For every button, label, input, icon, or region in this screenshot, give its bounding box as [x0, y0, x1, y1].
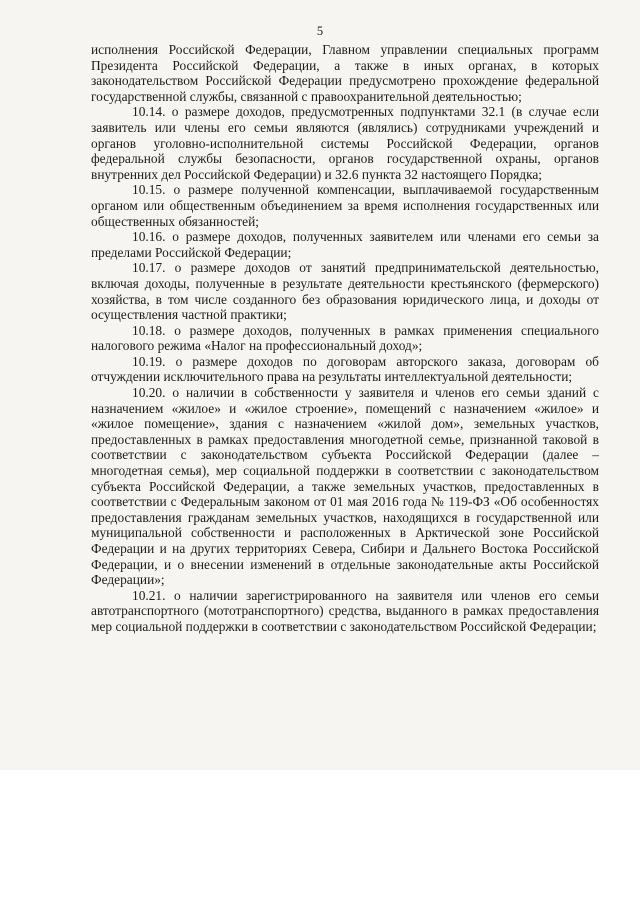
page-bottom-margin — [0, 770, 640, 905]
paragraph-10-14: 10.14. о размере доходов, предусмотренных подпунктами 32.1 (в случае если заявитель или члены его семьи являются (являлись) сотрудниками учреждений и органов уголовно-исполнительной системы Российской Федерации, органов федеральной службы безопасности, органов государственной охраны, органов внутренних дел Российской Федерации) и 32.6 пункта 32 настоящего Порядка; — [91, 104, 599, 182]
paragraph-10-21: 10.21. о наличии зарегистрированного на заявителя или членов его семьи автотранспортного (мототранспортного) средства, выданного в рамках предоставления мер социальной поддержки в соответствии с законодательством Российской Федерации; — [91, 587, 599, 634]
paragraph-10-18: 10.18. о размере доходов, полученных в рамках применения специального налогового режима «Налог на профессиональный доход»; — [91, 322, 599, 354]
paragraph-10-16: 10.16. о размере доходов, полученных заявителем или членами его семьи за пределами Российской Федерации; — [91, 229, 599, 260]
paragraph-10-15: 10.15. о размере полученной компенсации, выплачиваемой государственным органом или общественным объединением за время исполнения государственных или общественных обязанностей; — [91, 182, 599, 229]
paragraph-10-17: 10.17. о размере доходов от занятий предпринимательской деятельностью, включая доходы, полученные в результате деятельности крестьянского (фермерского) хозяйства, в том числе созданного без образования юридического лица, и доходы от осуществления частной практики; — [91, 260, 599, 323]
paragraph-10-19: 10.19. о размере доходов по договорам авторского заказа, договорам об отчуждении исключительного права на результаты интеллектуальной деятельности; — [91, 353, 599, 385]
paragraph-continuation: исполнения Российской Федерации, Главном управлении специальных программ Президента Российской Федерации, а также в иных органах, в которых законодательством Российской Федерации предусмотрено прохождение федеральной государственной службы, связанной с правоохранительной деятельностью; — [91, 42, 599, 104]
document-body — [91, 42, 599, 635]
page-number: 5 — [316, 24, 324, 38]
paragraph-10-20: 10.20. о наличии в собственности у заявителя и членов его семьи зданий с назначением «жилое» и «жилое строение», помещений с назначением «жилое» и «жилое помещение», здания с назначением «жилой дом», земельных участков, предоставленных в рамках предоставления многодетной семье, признанной таковой в соответствии с законодательством субъекта Российской Федерации (далее – многодетная семья), мер социальной поддержки в соответствии с законодательством субъекта Российской Федерации, а также земельных участков, предоставленных в соответствии с Федеральным законом от 01 мая 2016 года № 119-ФЗ «Об особенностях предоставления гражданам земельных участков, находящихся в государственной или муниципальной собственности и расположенных в Арктической зоне Российской Федерации и на других территориях Севера, Сибири и Дальнего Востока Российской Федерации, и о внесении изменений в отдельные законодательные акты Российской Федерации»; — [91, 385, 599, 588]
